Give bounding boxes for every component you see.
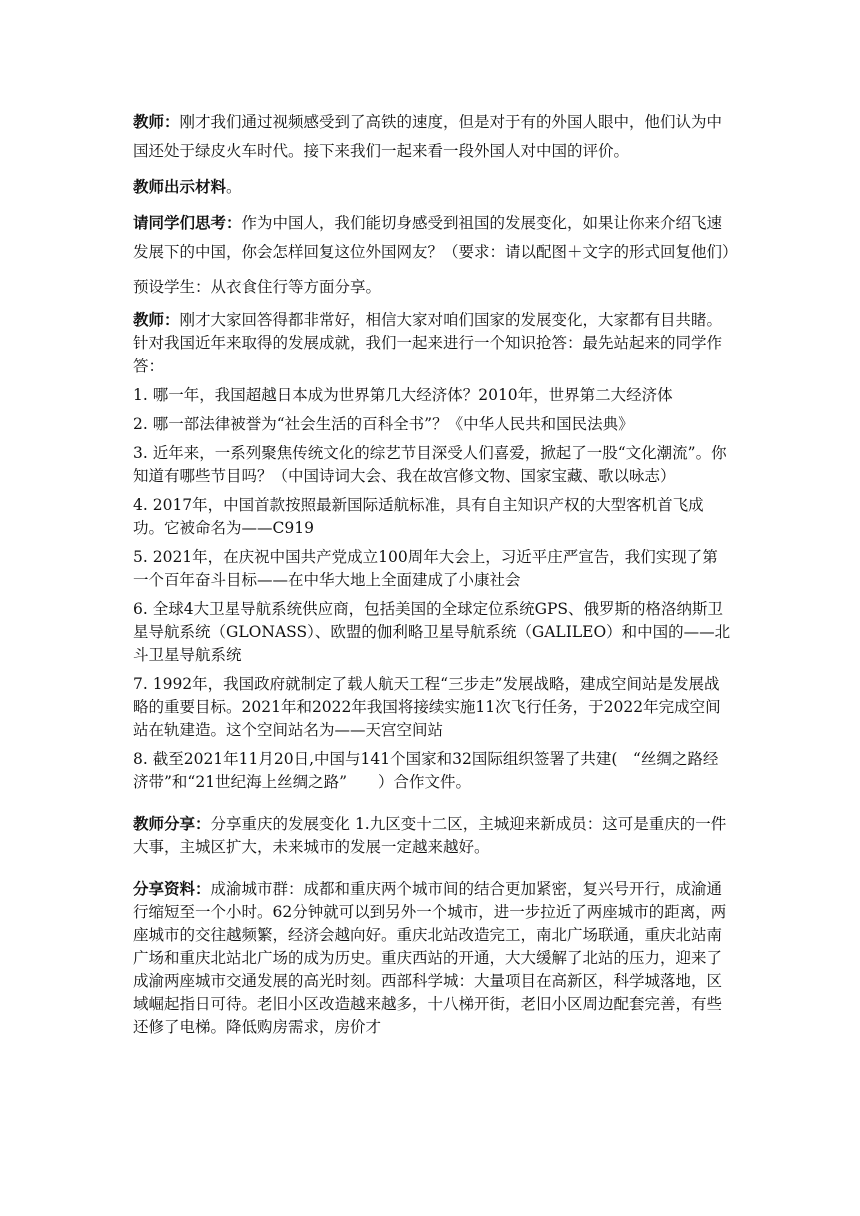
speaker-label: 教师出示材料 [133, 177, 227, 196]
paragraph-text: 作为中国人，我们能切身感受到祖国的发展变化，如果让你来介绍飞速发展下的中国，你会怎样回复这位外国网友？（要求：请以配图＋文字的形式回复他们） [133, 214, 738, 261]
document-body [133, 107, 738, 1039]
speaker-label: 教师： [133, 310, 180, 329]
paragraph-think-prompt [133, 208, 738, 267]
quiz-question-6: 6. 全球4大卫星导航系统供应商，包括美国的全球定位系统GPS、俄罗斯的格洛纳斯卫星导航系统（GLONASS）、欧盟的伽利略卫星导航系统（GALILEO）和中国的——北斗卫星导航系统 [133, 600, 731, 664]
paragraph-teacher-quiz-intro [133, 308, 733, 378]
paragraph-student-preset [133, 273, 733, 302]
quiz-question-7: 7. 1992年，我国政府就制定了载人航天工程“三步走”发展战略，建成空间站是发展战略的重要目标。2021年和2022年我国将接续实施11次飞行任务，于2022年完成空间站在轨建造。这个空间站名为——天宫空间站 [133, 675, 721, 739]
paragraph-text: 。 [226, 178, 242, 196]
paragraph-text: 成渝城市群：成都和重庆两个城市间的结合更加紧密，复兴号开行，成渝通行缩短至一个小时。62分钟就可以到另外一个城市，进一步拉近了两座城市的距离，两座城市的交往越频繁，经济会越向好。重庆北站改造完工，南北广场联通，重庆北站南广场和重庆北站北广场的成为历史。重庆西站的开通，大大缓解了北站的压力，迎来了成渝两座城市交通发展的高光时刻。西部科学城：大量项目在高新区，科学城落地，区域崛起指日可待。老旧小区改造越来越多，十八梯开街，老旧小区周边配套完善，有些还修了电梯。降低购房需求，房价才 [133, 880, 727, 1036]
quiz-question-3: 3. 近年来，一系列聚焦传统文化的综艺节目深受人们喜爱，掀起了一股“文化潮流”。你知道有哪些节目吗？（中国诗词大会、我在故宫修文物、国家宝藏、歌以咏志） [133, 444, 727, 485]
quiz-question-5: 5. 2021年，在庆祝中国共产党成立100周年大会上，习近平庄严宣告，我们实现了第一个百年奋斗目标——在中华大地上全面建成了小康社会 [133, 548, 718, 589]
quiz-question-2: 2. 哪一部法律被誉为“社会生活的百科全书”？《中华人民共和国民法典》 [133, 415, 634, 433]
quiz-question-8: 8. 截至2021年11月20日,中国与141个国家和32国际组织签署了共建( “丝绸之路经济带”和“21世纪海上丝绸之路” ）合作文件。 [133, 750, 719, 791]
paragraph-text: 分享重庆的发展变化 1.九区变十二区，主城迎来新成员：这可是重庆的一件大事，主城区扩大，未来城市的发展一定越来越好。 [133, 815, 727, 856]
paragraph-text: 刚才大家回答得都非常好，相信大家对咱们国家的发展变化，大家都有目共睹。针对我国近年来取得的发展成就，我们一起来进行一个知识抢答：最先站起来的同学作答： [133, 311, 723, 375]
paragraph-teacher-material [133, 172, 733, 202]
speaker-label: 请同学们思考： [133, 213, 242, 232]
paragraph-text: 刚才我们通过视频感受到了高铁的速度，但是对于有的外国人眼中，他们认为中国还处于绿皮火车时代。接下来我们一起来看一段外国人对中国的评价。 [133, 113, 723, 160]
quiz-question-1: 1. 哪一年，我国超越日本成为世界第几大经济体？2010年，世界第二大经济体 [133, 386, 673, 404]
speaker-label: 教师： [133, 112, 180, 131]
speaker-label: 分享资料： [133, 879, 211, 898]
speaker-label: 教师分享： [133, 814, 211, 833]
quiz-question-4: 4. 2017年，中国首款按照最新国际适航标准，具有自主知识产权的大型客机首飞成功。它被命名为——C919 [133, 496, 704, 537]
paragraph-text: 预设学生：从衣食住行等方面分享。 [133, 278, 382, 296]
paragraph-share-material [133, 877, 733, 1039]
paragraph-teacher-share [133, 812, 733, 859]
paragraph-teacher-intro [133, 107, 733, 166]
